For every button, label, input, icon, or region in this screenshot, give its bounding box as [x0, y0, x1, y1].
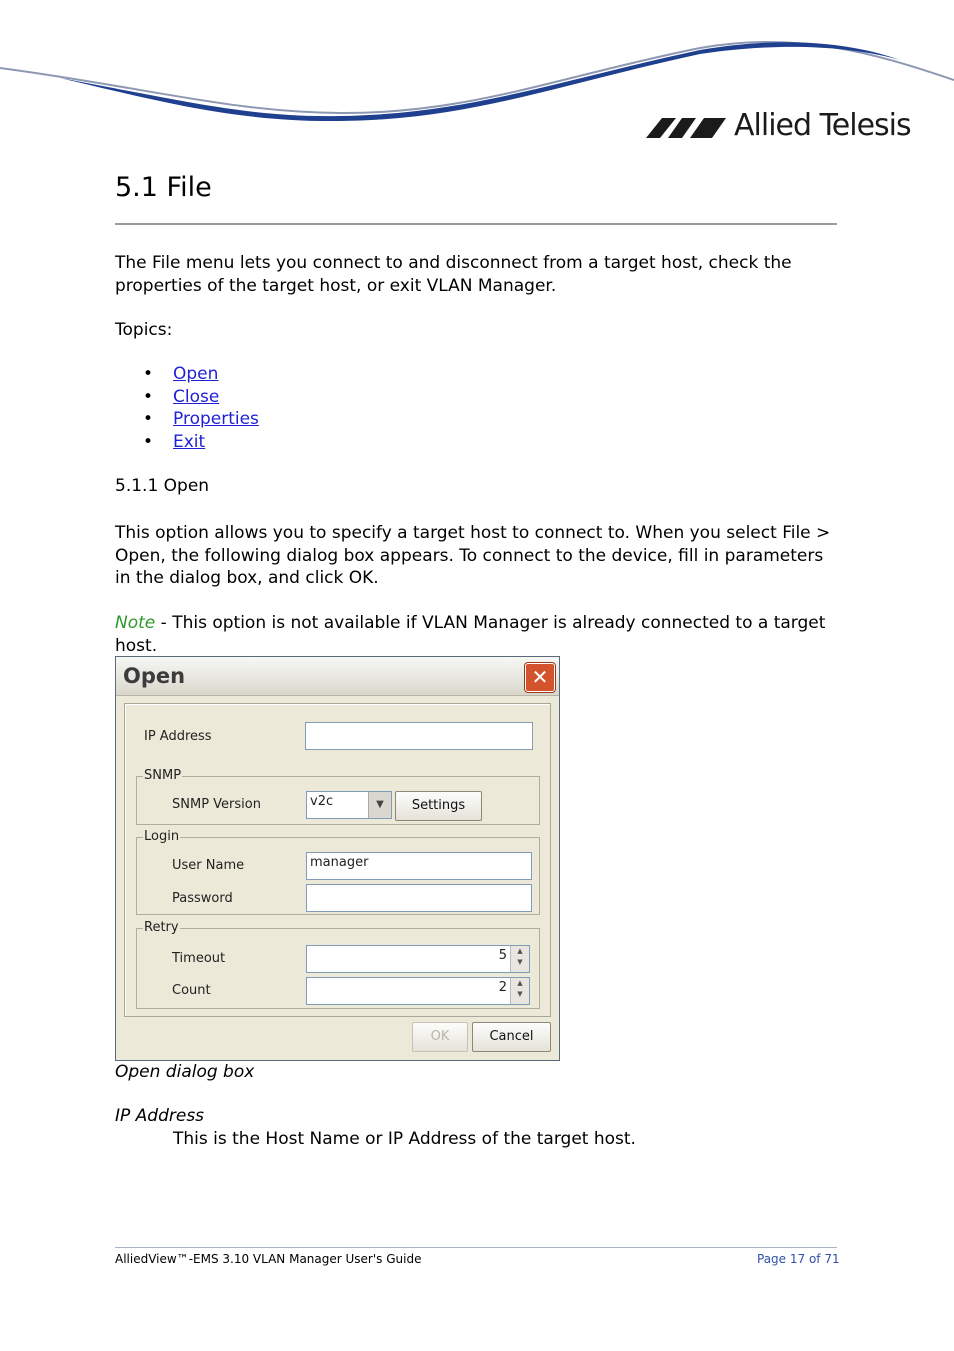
username-label: User Name [172, 858, 245, 873]
login-group [136, 829, 540, 915]
brand-name: Allied Telesis [734, 108, 911, 143]
count-value: 2 [498, 980, 507, 995]
note-label: Note [115, 613, 156, 633]
open-description [115, 522, 840, 590]
snmp-version-select[interactable] [306, 791, 392, 819]
section-divider [115, 223, 837, 225]
note-text: - This option is not available if VLAN Manager is already connected to a target host. [115, 613, 826, 656]
topic-link-exit[interactable]: Exit [173, 431, 206, 452]
retry-group [136, 920, 540, 1009]
list-item [115, 408, 259, 431]
list-item [115, 386, 259, 409]
username-input[interactable]: manager [306, 852, 532, 880]
field-term: IP Address [115, 1106, 205, 1126]
count-spinner[interactable] [306, 977, 530, 1005]
list-item [115, 431, 259, 454]
topics-list [115, 363, 259, 453]
ip-address-label: IP Address [144, 729, 212, 744]
topic-link-properties[interactable]: Properties [173, 409, 259, 429]
footer-title: AlliedView™-EMS 3.10 VLAN Manager User's Guide [115, 1252, 422, 1266]
ok-button[interactable]: OK [412, 1022, 468, 1052]
timeout-value: 5 [498, 948, 507, 963]
figure-caption: Open dialog box [115, 1062, 255, 1082]
list-item [115, 363, 259, 386]
dialog-title-bar [116, 657, 559, 696]
chevron-down-icon[interactable]: ▼ [368, 792, 391, 818]
dialog-title: Open [123, 664, 186, 688]
open-text-end: , the following dialog box appears. To connect to the device, fill in parameters in the dialog box, and click OK. [115, 545, 824, 588]
page-number: Page 17 of 71 [757, 1252, 840, 1266]
footer-divider [115, 1247, 837, 1248]
spinner-arrows-icon[interactable]: ▲ ▼ [510, 978, 529, 1004]
password-input[interactable] [306, 884, 532, 912]
dialog-body [124, 703, 551, 1017]
subsection-title: 5.1.1 Open [115, 476, 210, 496]
spinner-arrows-icon[interactable]: ▲ ▼ [510, 946, 529, 972]
snmp-group-label: SNMP [144, 768, 182, 783]
ip-address-input[interactable] [305, 722, 533, 750]
timeout-spinner[interactable] [306, 945, 530, 973]
field-definition: This is the Host Name or IP Address of the target host. [173, 1129, 636, 1149]
snmp-version-label: SNMP Version [172, 797, 261, 812]
note-paragraph [115, 612, 840, 657]
open-dialog [115, 656, 560, 1061]
timeout-label: Timeout [172, 951, 226, 966]
section-title: 5.1 File [115, 172, 212, 203]
cancel-button[interactable]: Cancel [472, 1022, 551, 1052]
login-group-label: Login [144, 829, 180, 844]
topics-label: Topics: [115, 320, 173, 340]
password-label: Password [172, 891, 233, 906]
menu-path: File > Open [115, 523, 831, 566]
snmp-version-value: v2c [310, 794, 334, 809]
open-text-start: This option allows you to specify a target host to connect to. When you select [115, 523, 783, 543]
close-icon[interactable]: ✕ [525, 663, 555, 692]
topic-link-close[interactable]: Close [173, 386, 220, 407]
count-label: Count [172, 983, 211, 998]
snmp-group [136, 768, 540, 825]
intro-paragraph: The File menu lets you connect to and disconnect from a target host, check the properties of the target host, or exit VLAN Manager. [115, 253, 792, 296]
retry-group-label: Retry [144, 920, 179, 935]
topic-link-open[interactable]: Open [173, 364, 219, 384]
settings-button[interactable]: Settings [395, 791, 482, 821]
